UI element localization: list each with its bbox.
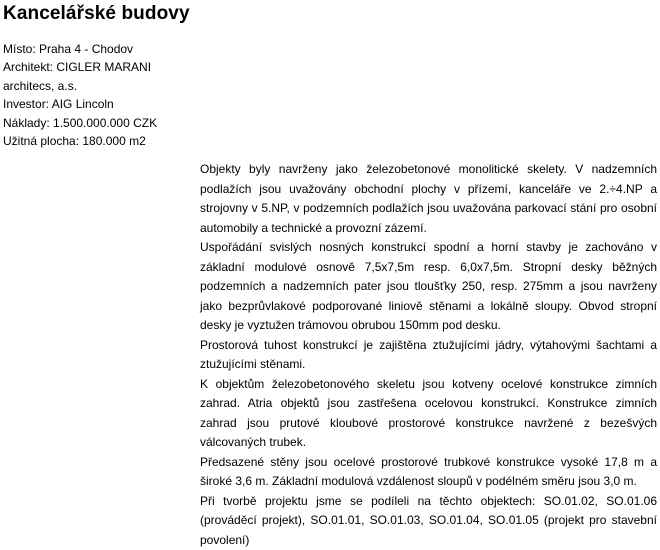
fact-architect-continued: architecs, a.s. [3, 77, 193, 95]
fact-architect: Architekt: CIGLER MARANI [3, 58, 193, 76]
page-title: Kancelářské budovy [3, 3, 190, 25]
fact-location: Místo: Praha 4 - Chodov [3, 40, 193, 58]
fact-usable-area: Užitná plocha: 180.000 m2 [3, 132, 193, 150]
description-paragraph: Při tvorbě projektu jsme se podíleli na těchto objektech: SO.01.02, SO.01.06 (prováděcí projekt), SO.01.01, SO.01.03, SO.01.04, SO.01.05 (projekt pro stavební povolení) [200, 492, 657, 550]
description-paragraph: Předsazené stěny jsou ocelové prostorové trubkové konstrukce vysoké 17,8 m a široké 3,6 m. Základní modulová vzdálenost sloupů v podélném směru jsou 3,0 m. [200, 453, 657, 492]
project-description [200, 160, 657, 550]
description-paragraph: Prostorová tuhost konstrukcí je zajištěna ztužujícími jádry, výtahovými šachtami a ztužujícími stěnami. [200, 336, 657, 375]
description-paragraph: Objekty byly navrženy jako železobetonové monolitické skelety. V nadzemních podlažích jsou uvažovány obchodní plochy v přízemí, kanceláře ve 2.÷4.NP a strojovny v 5.NP, v podzemních podlažích jsou uvažována parkovací stání pro osobní automobily a technické a provozní zázemí. [200, 160, 657, 238]
fact-investor: Investor: AIG Lincoln [3, 95, 193, 113]
fact-costs: Náklady: 1.500.000.000 CZK [3, 114, 193, 132]
description-paragraph: Uspořádání svislých nosných konstrukcí spodní a horní stavby je zachováno v základní modulové osnově 7,5x7,5m resp. 6,0x7,5m. Stropní desky běžných podzemních a nadzemních pater jsou tloušťky 250, resp. 275mm a jsou navrženy jako bezprůvlakové podporované liniově stěnami a lokálně sloupy. Obvod stropní desky je vyztužen trámovou obrubou 150mm pod desku. [200, 238, 657, 336]
project-facts [3, 40, 193, 150]
description-paragraph: K objektům železobetonového skeletu jsou kotveny ocelové konstrukce zimních zahrad. Atria objektů jsou zastřešena ocelovou konstrukcí. Konstrukce zimních zahrad jsou prutové kloubové prostorové konstrukce navržené z bezešvých válcovaných trubek. [200, 375, 657, 453]
